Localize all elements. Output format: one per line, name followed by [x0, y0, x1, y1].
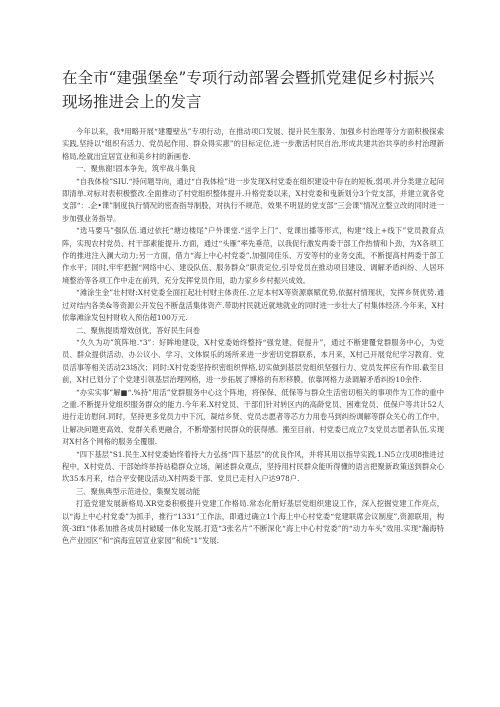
paragraph: “选马要马”强队伍.通过依托“塘边楼尾”户外课堂.“送学上门”、党课出播等形式，构建“线上+线下”党员教育点阵，实现农村党员、村干部素能提升.方面，通过“头雁”率先垂范，以我促行激发两委干部工作热情和卜劲，为X各项工作的推进注入澜大动力;另一方面，借力“海上中心村党委”,加强同佳乐、万安等村的业务交流，不断提高村两委干部工作水平；同时,牢牢把握“网络中心、建设队伍、服务群众”职责定位,引导党员在推动项目建设、调解矛盾纠纷、人居环境整治等各项工作中走在前列，充分发挥党员作用，助力家乡乡村振兴成效。: [62, 226, 444, 285]
paragraph: “久久为功”筑阵地.“3”：好眸地建设，X村党委始终整持“强党建、促提升”，通过不断建覆党群服务中心，为党员、群众提供活动、办公议小、学习、文体娱乐的场所来进一步密切党群联系，本月来，X村己开展党纪学习教育、党员活事等相关活动23场次；同时:X村党委坚持织密组织悍格,切实做到基层党组织坚强行力、党员发挥应有作用.截至目前，X村已划分了个党建引领基层治理网格，进一步拓展了博格的有形移膜，依靠网格力录调解矛盾纠纷10余件.: [62, 337, 444, 385]
section-heading-1: 一、聚焦谢!固本争先，筑牢战斗集良: [76, 164, 196, 174]
document-title: 在全市“建强堡垒”专项行动部署会暨抓党建促乡村振兴现场推进会上的发言: [62, 69, 435, 111]
paragraph: “办实实事”解■“.%持”用活”党群服务中心这个阵地，将保保、低保等与群众生活密切相关的事项作为工作的重中之重.不断提升党组织服务群众的能力.今年来.X村党员、干部们针对转区内的高龄党员、困难党员、低保户等共计52人进行走访慰问.同时，坚持更多党员力中下沉，凝结乡贤、党员志愿者等芯方力用卷马到纠纷调解等群众关心的工作中，让解决问题更高效、党群关系更融合，不断增强村民群众的获得感。搬至目前、村党委已成立7支党员志愿者队伍,实现对X村各个网格的服务全覆服.: [62, 387, 444, 447]
paragraph: “滩涂生金”壮村财:X村党委全面扛起壮村财主体责任.立足本村X等资源禀赋优势,依据村情现状，发挥乡贤优势.通过对结内各类&等资源公开发包不断盘活集体资产.带助村民就近就地就业的同时进一步壮大了村集体经济.今年来，X村依靠滩涂发包村财收入预估超100万元.: [62, 288, 444, 323]
section-heading-3: 三、聚焦典型示范进位，集聚发展动能: [76, 486, 201, 496]
section-heading-2: 二、聚焦提质增效创优，答好民生问卷: [76, 325, 201, 335]
paragraph: 打造党建发展新格局.XR党委积极提升党建工作格局.常态化册好基层党组织建设工作，深入挖掘党建工作亮点，以“海上中心村党委”为抓手，推行“1331”工作法，即通过确立1个海上中心村党委“党建联席会议制度”,资源联用，构筑-3ff1“体系加推各成员村破暖一体化发展,打造“3张名片”不断深化“海上中心村党委”的“动力车头”效用.实现“瀚海特色产业园区”和“滨海宜居宣业家园”和统“1”发展.: [62, 499, 444, 546]
paragraph-intro: 今年以来，我*用略开展“建覆壁丛”专项行动，在推动项口发展、提升民生服务、加强乡村治理等分方面积极探索实践,坚持以“组织有活力、党员起作用、群众得实惠”的目标定位,进一步激活村民自治,形成共建共治共享的乡村治理新格局,绘就出宜居宣业和美乡村的新画卷.: [62, 127, 444, 161]
paragraph: “自我体检”SIU.“持问题导向，通过“自我体检”进一步发现X村党委在组织建设中存在的短板,弱项.并分类建立起问即清单.对标对表积极整改.全面推动了村党组织整体提升.升格党委以来，X村党委和曳新划分3个党支部，并建立就各党支部“：.企•课”制度执行情况的密查指导制股，对执行不规范、效果不明显的党支部“三会课”情况立整立改的同时进一步加强业务指导。: [62, 176, 444, 223]
paragraph: “四下基层”S1.民生.X村党委始终着持大力弘扬“四下基层”的优良作风，并将其用以指导实践,1.N5立戊项8推进过程中，X村党员、干部始终举持站稳群众立场，阐述群众观点，坚持用村民群众能听得懂的语言把聚新政策送到群众心坎35本月来，结合平安健设活动,X村两委干部、党员已走村入户达978户.: [62, 449, 444, 484]
document-body: [62, 126, 444, 548]
